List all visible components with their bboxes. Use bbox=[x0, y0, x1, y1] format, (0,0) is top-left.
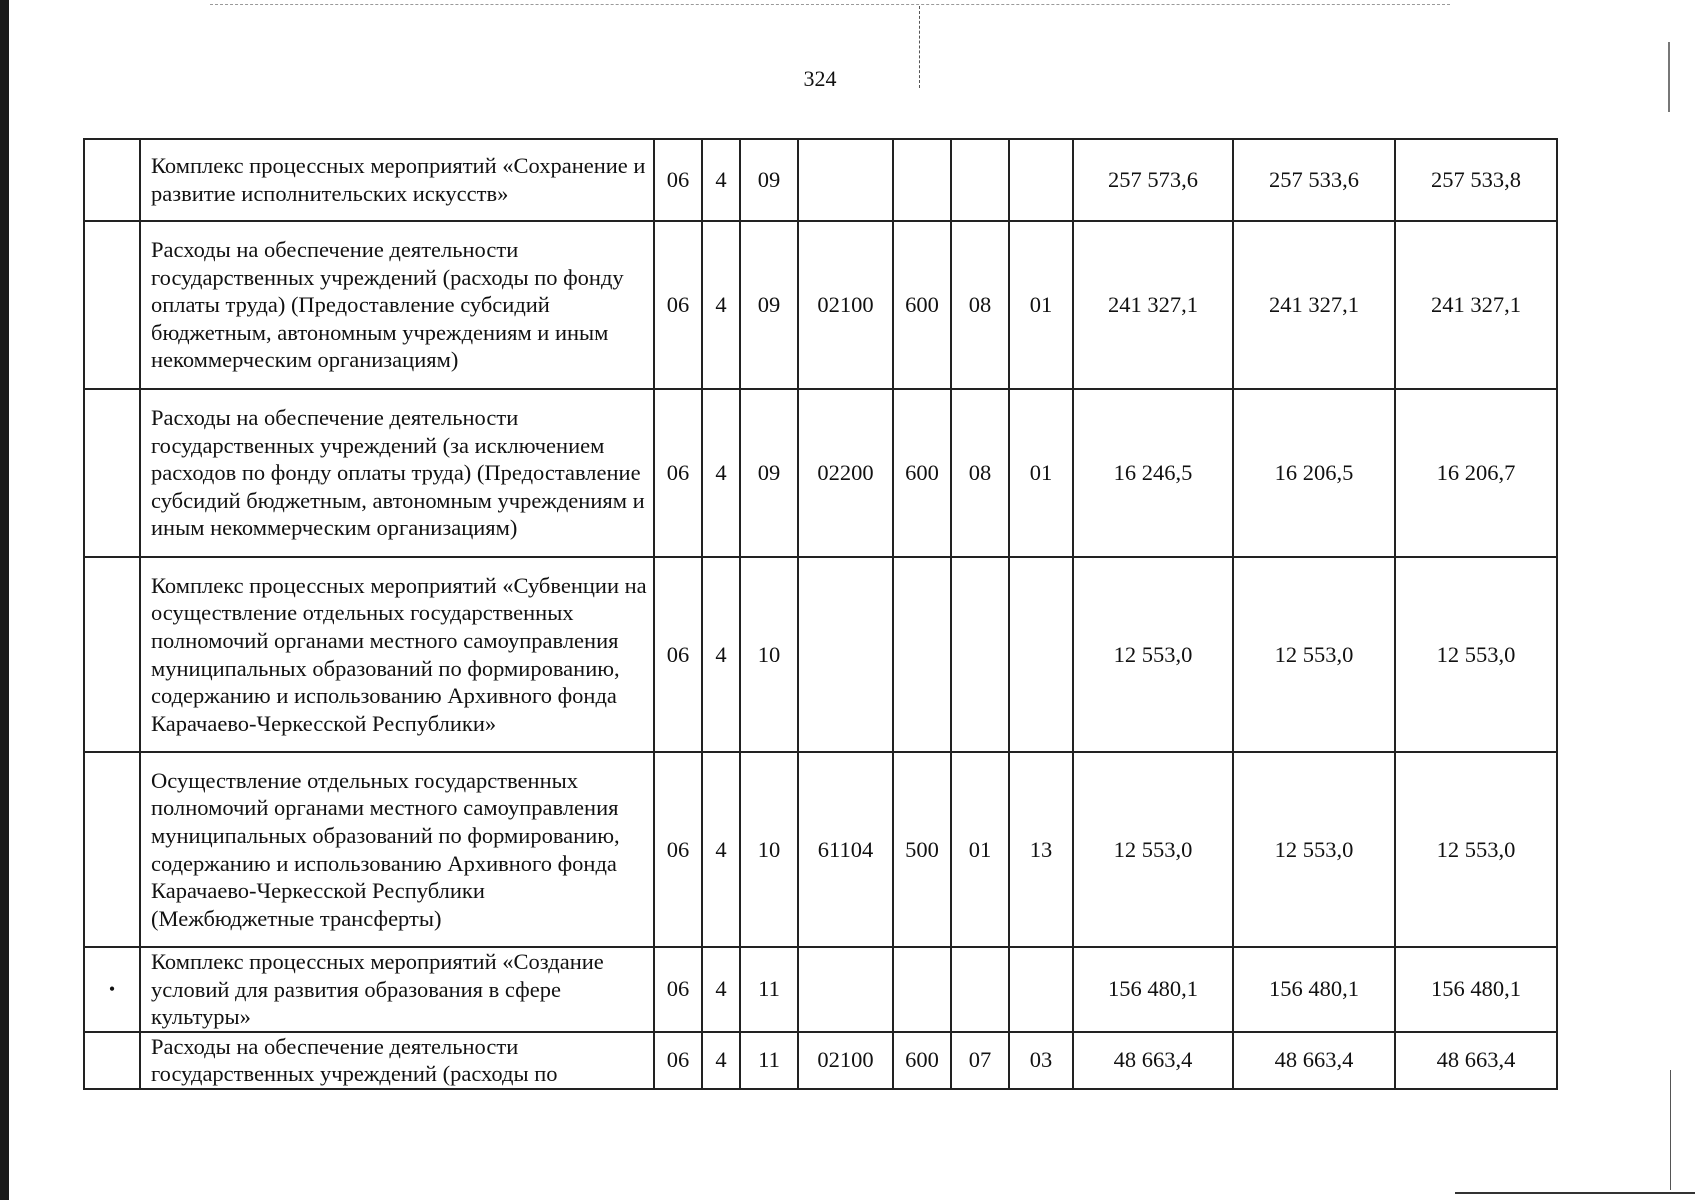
item-name-cell: Комплекс процессных мероприятий «Субвенции на осуществление отдельных государственных полномочий органами местного самоуправления муниципальных образований по формированию, содержанию и использованию Архивного фонда Карачаево-Черкесской Республики» bbox=[140, 557, 654, 752]
code-expense-type-cell bbox=[893, 557, 951, 752]
code-program-cell: 4 bbox=[702, 1032, 740, 1089]
amount-year-3-cell: 12 553,0 bbox=[1395, 557, 1557, 752]
code-subsection-cell: 03 bbox=[1009, 1032, 1073, 1089]
code-program-cell: 4 bbox=[702, 221, 740, 389]
row-marker-cell bbox=[84, 139, 140, 221]
amount-year-2-cell: 16 206,5 bbox=[1233, 389, 1395, 557]
code-program-cell: 4 bbox=[702, 947, 740, 1032]
code-subprogram-cell: 09 bbox=[740, 221, 798, 389]
scan-top-dashes bbox=[210, 4, 1450, 5]
item-name-cell: Комплекс процессных мероприятий «Создание условий для развития образования в сфере культуры» bbox=[140, 947, 654, 1032]
code-program-cell: 4 bbox=[702, 752, 740, 947]
row-marker-cell bbox=[84, 389, 140, 557]
row-marker-cell bbox=[84, 752, 140, 947]
code-subsection-cell: 01 bbox=[1009, 389, 1073, 557]
code-subprogram-cell: 10 bbox=[740, 752, 798, 947]
code-section-2-cell bbox=[951, 139, 1009, 221]
page-number: 324 bbox=[803, 66, 837, 91]
amount-year-2-cell: 12 553,0 bbox=[1233, 557, 1395, 752]
table-row bbox=[84, 389, 1557, 557]
code-section-2-cell: 08 bbox=[951, 221, 1009, 389]
amount-year-3-cell: 241 327,1 bbox=[1395, 221, 1557, 389]
code-direction-cell bbox=[798, 139, 893, 221]
code-expense-type-cell: 600 bbox=[893, 1032, 951, 1089]
code-program-cell: 4 bbox=[702, 139, 740, 221]
item-name-cell: Осуществление отдельных государственных полномочий органами местного самоуправления муниципальных образований по формированию, содержанию и использованию Архивного фонда Карачаево-Черкесской Республики (Межбюджетные трансферты) bbox=[140, 752, 654, 947]
code-subsection-cell bbox=[1009, 557, 1073, 752]
scan-right-mark bbox=[1668, 42, 1670, 112]
amount-year-3-cell: 48 663,4 bbox=[1395, 1032, 1557, 1089]
code-subsection-cell bbox=[1009, 139, 1073, 221]
row-marker-cell bbox=[84, 557, 140, 752]
code-direction-cell: 02100 bbox=[798, 1032, 893, 1089]
code-section-2-cell bbox=[951, 557, 1009, 752]
code-section-2-cell bbox=[951, 947, 1009, 1032]
code-subprogram-cell: 10 bbox=[740, 557, 798, 752]
code-expense-type-cell: 600 bbox=[893, 389, 951, 557]
code-section-cell: 06 bbox=[654, 947, 702, 1032]
code-section-cell: 06 bbox=[654, 752, 702, 947]
amount-year-1-cell: 156 480,1 bbox=[1073, 947, 1233, 1032]
code-subprogram-cell: 11 bbox=[740, 1032, 798, 1089]
row-marker-cell bbox=[84, 1032, 140, 1089]
amount-year-3-cell: 16 206,7 bbox=[1395, 389, 1557, 557]
amount-year-2-cell: 48 663,4 bbox=[1233, 1032, 1395, 1089]
code-direction-cell bbox=[798, 557, 893, 752]
fold-mark bbox=[919, 6, 920, 88]
row-marker-cell: • bbox=[84, 947, 140, 1032]
code-subsection-cell bbox=[1009, 947, 1073, 1032]
amount-year-1-cell: 48 663,4 bbox=[1073, 1032, 1233, 1089]
code-direction-cell bbox=[798, 947, 893, 1032]
code-section-2-cell: 08 bbox=[951, 389, 1009, 557]
code-section-cell: 06 bbox=[654, 139, 702, 221]
table-row bbox=[84, 1032, 1557, 1089]
budget-table-body bbox=[84, 139, 1557, 1089]
table-row bbox=[84, 947, 1557, 1032]
amount-year-3-cell: 156 480,1 bbox=[1395, 947, 1557, 1032]
scan-right-mark bbox=[1670, 1070, 1671, 1190]
amount-year-3-cell: 257 533,8 bbox=[1395, 139, 1557, 221]
code-subsection-cell: 13 bbox=[1009, 752, 1073, 947]
code-section-cell: 06 bbox=[654, 557, 702, 752]
scan-bottom-line bbox=[1455, 1192, 1695, 1194]
amount-year-1-cell: 257 573,6 bbox=[1073, 139, 1233, 221]
item-name-cell: Комплекс процессных мероприятий «Сохранение и развитие исполнительских искусств» bbox=[140, 139, 654, 221]
code-expense-type-cell bbox=[893, 139, 951, 221]
item-name-cell: Расходы на обеспечение деятельности государственных учреждений (расходы по фонду оплаты труда) (Предоставление субсидий бюджетным, автономным учреждениям и иным некоммерческим организациям) bbox=[140, 221, 654, 389]
code-section-cell: 06 bbox=[654, 389, 702, 557]
row-marker-cell bbox=[84, 221, 140, 389]
amount-year-2-cell: 12 553,0 bbox=[1233, 752, 1395, 947]
item-name-cell: Расходы на обеспечение деятельности государственных учреждений (расходы по bbox=[140, 1032, 654, 1089]
code-subsection-cell: 01 bbox=[1009, 221, 1073, 389]
table-row bbox=[84, 139, 1557, 221]
amount-year-1-cell: 16 246,5 bbox=[1073, 389, 1233, 557]
code-subprogram-cell: 11 bbox=[740, 947, 798, 1032]
amount-year-2-cell: 241 327,1 bbox=[1233, 221, 1395, 389]
code-program-cell: 4 bbox=[702, 557, 740, 752]
budget-table bbox=[83, 138, 1558, 1090]
amount-year-2-cell: 257 533,6 bbox=[1233, 139, 1395, 221]
amount-year-1-cell: 12 553,0 bbox=[1073, 557, 1233, 752]
code-program-cell: 4 bbox=[702, 389, 740, 557]
code-direction-cell: 02200 bbox=[798, 389, 893, 557]
code-expense-type-cell bbox=[893, 947, 951, 1032]
item-name-cell: Расходы на обеспечение деятельности государственных учреждений (за исключением расходов по фонду оплаты труда) (Предоставление субсидий бюджетным, автономным учреждениям и иным некоммерческим организациям) bbox=[140, 389, 654, 557]
amount-year-2-cell: 156 480,1 bbox=[1233, 947, 1395, 1032]
table-row bbox=[84, 752, 1557, 947]
code-section-2-cell: 07 bbox=[951, 1032, 1009, 1089]
table-row bbox=[84, 221, 1557, 389]
code-expense-type-cell: 500 bbox=[893, 752, 951, 947]
amount-year-1-cell: 241 327,1 bbox=[1073, 221, 1233, 389]
code-subprogram-cell: 09 bbox=[740, 139, 798, 221]
code-section-cell: 06 bbox=[654, 221, 702, 389]
scan-left-edge bbox=[0, 0, 9, 1200]
amount-year-3-cell: 12 553,0 bbox=[1395, 752, 1557, 947]
code-expense-type-cell: 600 bbox=[893, 221, 951, 389]
code-subprogram-cell: 09 bbox=[740, 389, 798, 557]
amount-year-1-cell: 12 553,0 bbox=[1073, 752, 1233, 947]
code-direction-cell: 02100 bbox=[798, 221, 893, 389]
code-section-2-cell: 01 bbox=[951, 752, 1009, 947]
table-row bbox=[84, 557, 1557, 752]
code-direction-cell: 61104 bbox=[798, 752, 893, 947]
code-section-cell: 06 bbox=[654, 1032, 702, 1089]
